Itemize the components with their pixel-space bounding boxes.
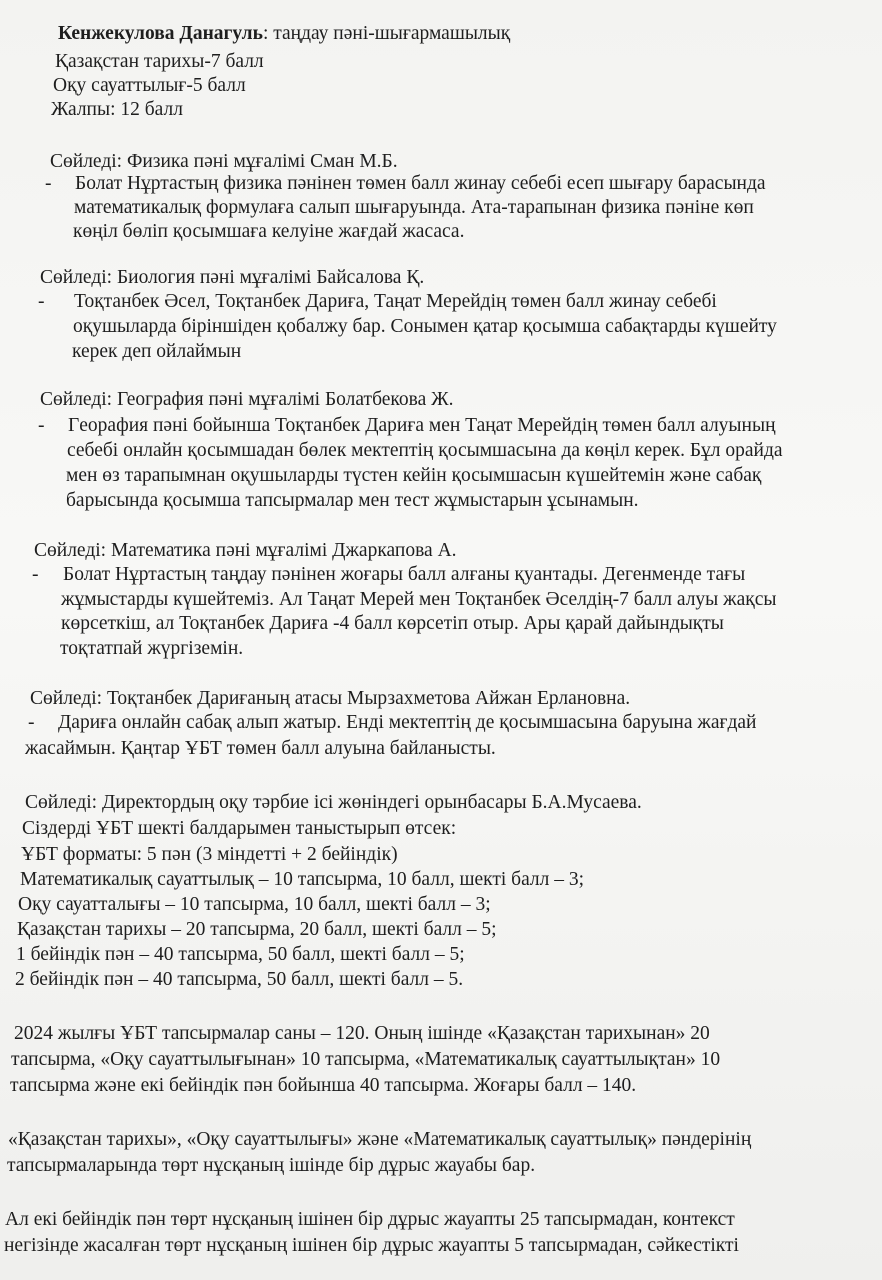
section-speaker: Сөйледі: Биология пәні мұғалімі Байсалова Қ. xyxy=(40,267,425,288)
header-line: Қазақстан тарихы-7 балл xyxy=(55,51,264,72)
section-body-line: мен өз тарапымнан оқушыларды түстен кейін қосымшасын күшейтемін және сабақ xyxy=(66,465,762,486)
section-body-line: тоқтатпай жүргіземін. xyxy=(60,638,244,659)
section-body-line: Гeорафия пәні бойынша Тоқтанбек Дариға мен Таңат Мерейдің төмен балл алуының xyxy=(68,415,776,436)
list-dash: - xyxy=(28,712,35,733)
header-line: Жалпы: 12 балл xyxy=(51,99,183,120)
section-body-line: оқушыларда біріншіден қобалжу бар. Сонымен қатар қосымша сабақтарды күшейту xyxy=(73,316,777,337)
section-body-line: жасаймын. Қаңтар ҰБТ төмен балл алуына байланысты. xyxy=(25,738,496,759)
student-name: Кенжекулова Данагуль xyxy=(58,23,263,44)
section-speaker: Сөйледі: Математика пәні мұғалімі Джаркапова А. xyxy=(34,540,457,561)
section-body-line: көрсеткіш, ал Тоқтанбек Дариға -4 балл көрсетіп отыр. Ары қарай дайындықты xyxy=(61,613,724,634)
list-dash: - xyxy=(32,564,39,585)
section-speaker: Сөйледі: Тоқтанбек Дариғаның атасы Мырзахметова Айжан Ерлановна. xyxy=(30,688,631,709)
header-name-line xyxy=(58,22,510,46)
section-body-line: себебі онлайн қосымшадан бөлек мектептің қосымшасына да көңіл керек. Бұл орайда xyxy=(67,440,783,461)
section-speaker: Сөйледі: Директордың оқу тәрбие ісі жөніндегі орынбасары Б.А.Мусаева. xyxy=(25,792,642,813)
section-body-line: Болат Нұртастың физика пәнінен төмен балл жинау себебі есеп шығару барасында xyxy=(75,173,766,194)
section-body-line: Тоқтанбек Әсел, Тоқтанбек Дариға, Таңат Мерейдің төмен балл жинау себебі xyxy=(74,291,717,312)
section-body-line: математикалық формулаға салып шығаруында. Ата-тарапынан физика пәніне көп xyxy=(74,197,754,218)
list-dash: - xyxy=(38,291,45,312)
paragraph-line: тапсырма және екі бейіндік пән бойынша 40 тапсырма. Жоғары балл – 140. xyxy=(10,1075,637,1096)
section-speaker: Сөйледі: Физика пәні мұғалімі Сман М.Б. xyxy=(50,151,398,172)
section-body-line: Болат Нұртастың таңдау пәнінен жоғары балл алғаны қуантады. Дегенменде тағы xyxy=(63,564,746,585)
director-line: Сіздерді ҰБТ шекті балдарымен таныстырып өтсек: xyxy=(22,818,457,839)
paragraph-line: тапсырма, «Оқу сауаттылығынан» 10 тапсырма, «Математикалық сауаттылықтан» 10 xyxy=(11,1049,721,1070)
elective-subject: : таңдау пәні-шығармашылық xyxy=(262,23,511,44)
director-line: 2 бейіндік пән – 40 тапсырма, 50 балл, шекті балл – 5. xyxy=(15,969,464,990)
list-dash: - xyxy=(38,415,45,436)
paragraph-line: тапсырмаларында төрт нұсқаның ішінде бір дұрыс жауабы бар. xyxy=(7,1155,536,1176)
paragraph-line: 2024 жылғы ҰБТ тапсырмалар саны – 120. Оның ішінде «Қазақстан тарихынан» 20 xyxy=(14,1023,710,1044)
director-line: 1 бейіндік пән – 40 тапсырма, 50 балл, шекті балл – 5; xyxy=(16,944,465,965)
section-body-line: Дариға онлайн сабақ алып жатыр. Енді мектептің де қосымшасына баруына жағдай xyxy=(58,712,757,733)
section-speaker: Сөйледі: География пәні мұғалімі Болатбекова Ж. xyxy=(40,389,454,410)
section-body-line: жұмыстарды күшейтеміз. Ал Таңат Мерей мен Тоқтанбек Әселдің-7 балл алуы жақсы xyxy=(61,589,777,610)
director-line: Қазақстан тарихы – 20 тапсырма, 20 балл, шекті балл – 5; xyxy=(17,919,497,940)
section-body-line: керек деп ойлаймын xyxy=(72,341,242,362)
director-line: Оқу сауатталығы – 10 тапсырма, 10 балл, шекті балл – 3; xyxy=(18,894,491,915)
director-line: Математикалық сауаттылық – 10 тапсырма, 10 балл, шекті балл – 3; xyxy=(20,869,585,890)
section-body-line: барысында қосымша тапсырмалар мен тест жұмыстарын ұсынамын. xyxy=(66,490,639,511)
paragraph-line: негізінде жасалған төрт нұсқаның ішінен бір дұрыс жауапты 5 тапсырмадан, сәйкестікті xyxy=(4,1235,739,1256)
paragraph-line: Ал екі бейіндік пән төрт нұсқаның ішінен бір дұрыс жауапты 25 тапсырмадан, контекст xyxy=(5,1209,735,1230)
list-dash: - xyxy=(45,173,52,194)
director-line: ҰБТ форматы: 5 пән (3 міндетті + 2 бейіндік) xyxy=(21,844,398,865)
section-body-line: көңіл бөліп қосымшаға келуіне жағдай жасаса. xyxy=(73,221,465,242)
header-line: Оқу сауаттылығ-5 балл xyxy=(53,75,246,96)
paragraph-line: «Қазақстан тарихы», «Оқу сауаттылығы» және «Математикалық сауаттылық» пәндерінің xyxy=(8,1129,752,1150)
